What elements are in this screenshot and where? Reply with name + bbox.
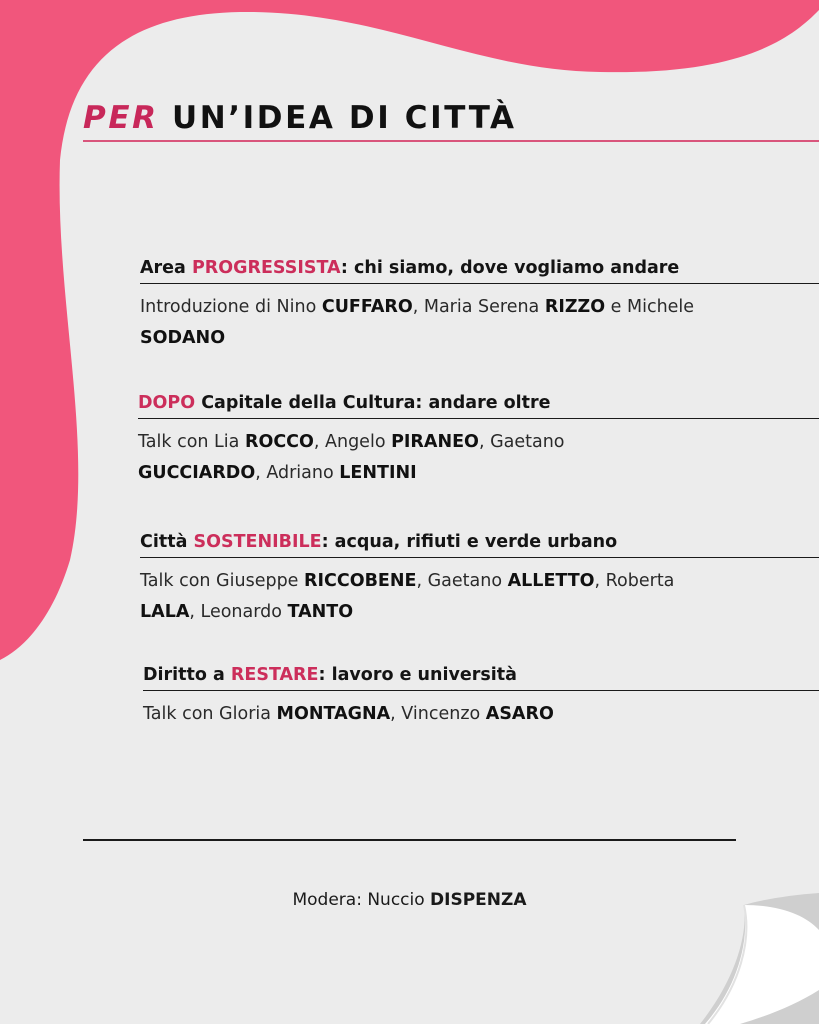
title-accent: PER xyxy=(83,100,159,136)
program-section xyxy=(140,530,819,628)
page-title xyxy=(83,96,517,140)
section-keyword: RESTARE xyxy=(230,665,319,685)
footer-divider xyxy=(83,839,736,841)
moderator-label: Modera: Nuccio xyxy=(292,890,431,910)
program-section xyxy=(138,391,819,489)
section-speakers: Talk con Gloria MONTAGNA, Vincenzo ASARO xyxy=(143,704,554,724)
moderator-name: DISPENZA xyxy=(430,890,527,910)
section-heading: Area PROGRESSISTA: chi siamo, dove vogliamo andare xyxy=(140,256,819,284)
program-section xyxy=(143,663,819,730)
section-keyword: DOPO xyxy=(138,393,196,413)
section-speakers: Talk con Giuseppe RICCOBENE, Gaetano ALLETTO, Roberta LALA, Leonardo TANTO xyxy=(140,571,675,622)
section-speakers: Talk con Lia ROCCO, Angelo PIRANEO, Gaetano GUCCIARDO, Adriano LENTINI xyxy=(138,432,565,483)
section-keyword: SOSTENIBILE xyxy=(193,532,322,552)
title-underline xyxy=(83,140,819,142)
section-heading: Diritto a RESTARE: lavoro e università xyxy=(143,663,819,691)
section-heading: Città SOSTENIBILE: acqua, rifiuti e verde urbano xyxy=(140,530,819,558)
section-speakers: Introduzione di Nino CUFFARO, Maria Serena RIZZO e Michele SODANO xyxy=(140,297,695,348)
section-keyword: PROGRESSISTA xyxy=(191,258,341,278)
moderator-line xyxy=(83,888,736,912)
title-main: UN’IDEA DI CITTÀ xyxy=(171,100,517,136)
section-heading: DOPO Capitale della Cultura: andare oltre xyxy=(138,391,819,419)
program-section xyxy=(140,256,819,354)
